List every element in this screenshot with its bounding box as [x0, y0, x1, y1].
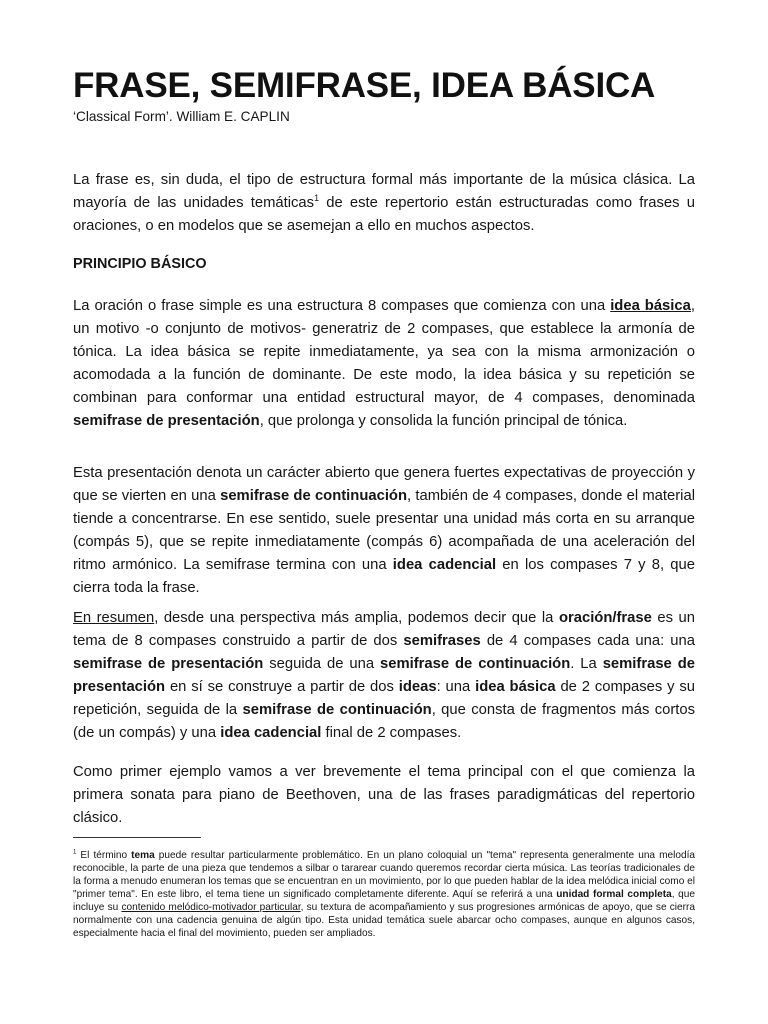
term-oracion-frase: oración/frase	[558, 610, 652, 626]
footnote	[73, 849, 695, 940]
paragraph-text: final de 2 compases.	[321, 725, 462, 741]
document-title: FRASE, SEMIFRASE, IDEA BÁSICA	[73, 66, 656, 105]
intro-paragraph	[73, 169, 695, 238]
document-subtitle: ‘Classical Form’. William E. CAPLIN	[73, 109, 290, 124]
footnote-underlined-phrase: contenido melódico-motivador particular	[121, 902, 301, 913]
paragraph-text: de 4 compases cada una: una	[480, 633, 695, 649]
term-idea-basica: idea básica	[475, 679, 556, 695]
paragraph-text: La oración o frase simple es una estructura 8 compases que comienza con una	[73, 298, 611, 314]
term-semifrase-continuacion: semifrase de continuación	[379, 656, 571, 672]
term-idea-basica: idea básica	[610, 298, 691, 314]
paragraph-text: , que consta de fragmentos más cortos (de un compás) y una	[73, 702, 695, 741]
footnote-number: 1	[73, 849, 77, 856]
footnote-text: , su textura de acompañamiento y sus progresiones armónicas de apoyo, que se cierra normalmente con una cadencia genuina de algún tipo. Esta unidad temática suele abarcar ocho compases, aunque en algunos casos, especialmente hacia el final del movimiento, pueden ser ampliados.	[73, 902, 695, 939]
term-idea-cadencial: idea cadencial	[220, 725, 322, 741]
intro-text: de este repertorio están estructuradas como frases u oraciones, o en modelos que se asemejan a ello en muchos aspectos.	[73, 195, 695, 234]
footnote-divider	[73, 837, 201, 838]
paragraph-text: , un motivo -o conjunto de motivos- generatriz de 2 compases, que establece la armonía de tónica. La idea básica se repite inmediatamente, ya sea con la misma armonización o acomodada a la función de dominante. De este modo, la idea básica y su repetición se combinan para conformar una entidad estructural mayor, de 4 compases, denominada	[73, 298, 695, 406]
summary-lead: En resumen	[73, 610, 155, 626]
paragraph-text: seguida de una	[263, 656, 380, 672]
intro-text: La frase es, sin duda, el tipo de estructura formal más importante de la música clásica. La mayoría de las unidades temáticas	[73, 172, 695, 211]
term-semifrase-continuacion: semifrase de continuación	[220, 488, 408, 504]
footnote-term-tema: tema	[131, 850, 155, 861]
paragraph-text: , desde una perspectiva más amplia, podemos decir que la	[154, 610, 559, 626]
term-semifrases: semifrases	[403, 633, 481, 649]
paragraph-text: , también de 4 compases, donde el material tiende a concentrarse. En ese sentido, suele presentar una unidad más corta en su arranque (compás 5), que se repite inmediatamente (compás 6) acompañada de una aceleración del ritmo armónico. La semifrase termina con una	[73, 488, 695, 573]
paragraph-text: de 2 compases y su repetición, seguida de la	[73, 679, 695, 718]
paragraph-text: en los compases 7 y 8, que cierra toda la frase.	[73, 557, 695, 596]
term-semifrase-presentacion: semifrase de presentación	[73, 413, 260, 429]
paragraph-example: Como primer ejemplo vamos a ver brevemente el tema principal con el que comienza la primera sonata para piano de Beethoven, una de las frases paradigmáticas del repertorio clásico.	[73, 764, 695, 826]
term-semifrase-presentacion: semifrase de presentación	[73, 656, 264, 672]
paragraph-continuation	[73, 462, 695, 600]
term-semifrase-presentacion: semifrase de presentación	[73, 656, 695, 695]
footnote-text: puede resultar particularmente problemático. En un plano coloquial un "tema" representa generalmente una melodía reconocible, la parte de una pieza que tendemos a silbar o tararear cuando queremos recordar cierta música. Las teorías tradicionales de la forma a menudo enumeran los temas que se encuentran en un movimiento, por lo que pueden hablar de la idea melódica inicial como el "primer tema". En este libro, el tema tiene un significado completamente diferente. Aquí se referirá a una	[73, 850, 696, 900]
section-heading: PRINCIPIO BÁSICO	[73, 256, 207, 272]
paragraph-text: : una	[436, 679, 476, 695]
term-semifrase-continuacion: semifrase de continuación	[242, 702, 432, 718]
paragraph-text: es un tema de 8 compases construido a partir de dos	[73, 610, 695, 649]
paragraph-summary	[73, 607, 695, 745]
paragraph-text: Esta presentación denota un carácter abierto que genera fuertes expectativas de proyección y que se vierten en una	[73, 465, 695, 504]
paragraph-basic-principle	[73, 295, 695, 433]
paragraph-text: en sí se construye a partir de dos	[165, 679, 399, 695]
footnote-text: , que incluye su	[73, 889, 696, 913]
term-idea-cadencial: idea cadencial	[392, 557, 497, 573]
term-ideas: ideas	[398, 679, 437, 695]
footnote-ref[interactable]: 1	[314, 193, 319, 204]
footnote-text: El término	[76, 850, 132, 861]
paragraph-text: . La	[570, 656, 603, 672]
footnote-term-unidad-formal: unidad formal completa	[556, 889, 672, 900]
paragraph-text: , que prolonga y consolida la función principal de tónica.	[259, 413, 628, 429]
